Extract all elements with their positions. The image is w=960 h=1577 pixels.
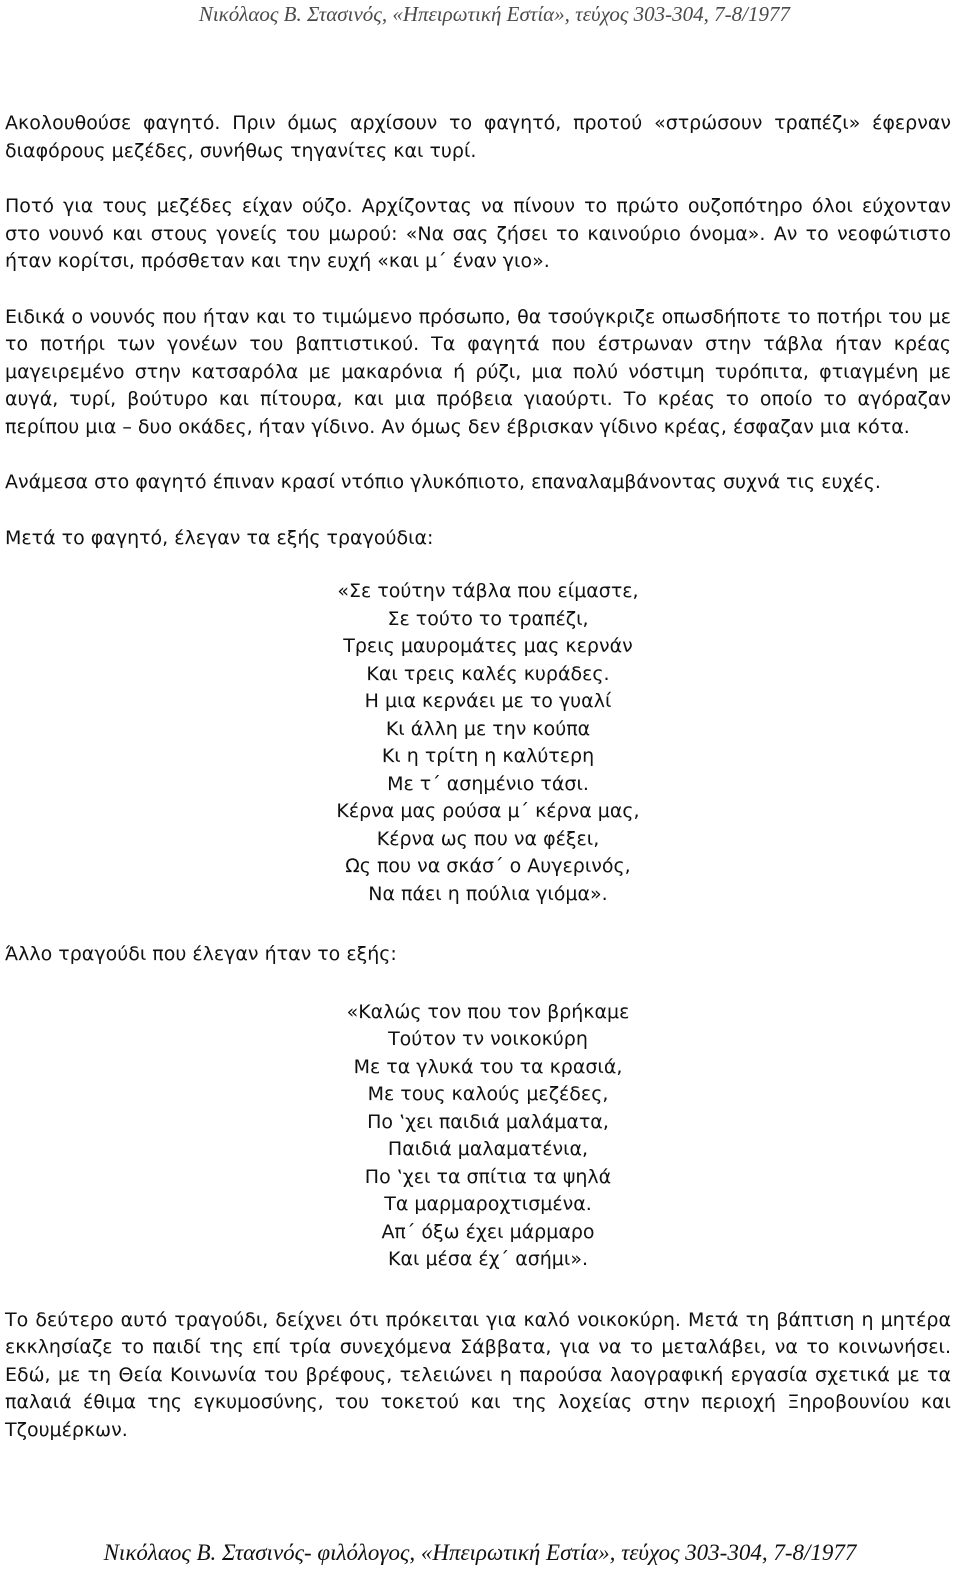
paragraph-drink: Ποτό για τους μεζέδες είχαν ούζο. Αρχίζοντας να πίνουν το πρώτο ουζοπότηρο όλοι εύχονταν στο νουνό και στους γονείς του μωρού: «Να σας ζήσει το καινούριο όνομα». Αν το νεοφώτιστο ήταν κορίτσι, πρόσθεταν και την ευχή «και μ΄ έναν γιο». xyxy=(5,195,951,272)
song-line: Με τα γλυκά του τα κρασιά, xyxy=(353,1055,623,1078)
song-line: Τα μαρμαροχτισμένα. xyxy=(384,1193,592,1215)
song-intro-1: Μετά το φαγητό, έλεγαν τα εξής τραγούδια: xyxy=(5,526,434,549)
song-line: Να πάει η πούλια γιόμα». xyxy=(368,882,608,905)
song-line: Με τ΄ ασημένιο τάσι. xyxy=(387,772,589,795)
song-line: Πο ‛χει παιδιά μαλάματα, xyxy=(367,1110,609,1133)
song-line: Τρεις μαυρομάτες μας κερνάν xyxy=(343,635,633,657)
song-line: Σε τούτο το τραπέζι, xyxy=(387,607,589,630)
song-line: Απ΄ όξω έχει μάρμαρο xyxy=(381,1220,595,1243)
song-line: Και μέσα έχ΄ ασήμι». xyxy=(388,1248,588,1270)
song-line: Κι η τρίτη η καλύτερη xyxy=(381,745,595,767)
paragraph-wine: Ανάμεσα στο φαγητό έπιναν κρασί ντόπιο γλυκόπιοτο, επαναλαμβάνοντας συχνά τις ευχές. xyxy=(5,471,881,493)
paragraph-godfather: Ειδικά ο νουνός που ήταν και το τιμώμενο πρόσωπο, θα τσούγκριζε οπωσδήποτε το ποτήρι του με το ποτήρι των γονέων του βαπτιστικού. Τα φαγητά που έστρωναν στην τάβλα ήταν κρέας μαγειρεμένο στην κατσαρόλα με μακαρόνια ή ρύζι, μια πολύ νόστιμη τυρόπιτα, φτιαγμένη με αυγά, τυρί, βούτυρο και πίτουρα, και μια πρόβεια γιαούρτι. Το κρέας το οποίο το αγόραζαν περίπου μια – δυο οκάδες, ήταν γίδινο. Αν όμως δεν έβρισκαν γίδινο κρέας, έσφαζαν μια κότα. xyxy=(5,305,951,438)
song-line: Κι άλλη με την κούπα xyxy=(385,717,591,740)
page-footer: Νικόλαος Β. Στασινός- φιλόλογος, «Ηπειρωτική Εστία», τεύχος 303-304, 7-8/1977 xyxy=(103,1540,857,1565)
song-line: «Καλώς τον που τον βρήκαμε xyxy=(346,1000,630,1023)
song-line: Η μια κερνάει με το γυαλί xyxy=(364,690,612,712)
paragraph-closing: Το δεύτερο αυτό τραγούδι, δείχνει ότι πρόκειται για καλό νοικοκύρη. Μετά τη βάπτιση η μητέρα εκκλησίαζε το παιδί της επί τρία συνεχόμενα Σάββατα, για να το μεταλάβει, να το κοινωνήσει. Εδώ, με τη Θεία Κοινωνία του βρέφους, τελειώνει η παρούσα λαογραφική εργασία σχετικά με τα παλαιά έθιμα της εγκυμοσύνης, του τοκετού και της λοχείας στην περιοχή Ξηροβουνίου και Τζουμέρκων. xyxy=(5,1308,951,1441)
song-line: Πο ‛χει τα σπίτια τα ψηλά xyxy=(364,1165,612,1188)
song-1 xyxy=(15,578,960,908)
song-line: Κέρνα μας ρούσα μ΄ κέρνα μας, xyxy=(336,800,640,822)
song-line: Τούτον τν νοικοκύρη xyxy=(388,1028,588,1050)
song-line: «Σε τούτην τάβλα που είμαστε, xyxy=(337,580,639,602)
paragraph-food: Ακολουθούσε φαγητό. Πριν όμως αρχίσουν το φαγητό, προτού «στρώσουν τραπέζι» έφερναν διαφόρους μεζέδες, συνήθως τηγανίτες και τυρί. xyxy=(5,112,951,162)
page-header: Νικόλαος Β. Στασινός, «Ηπειρωτική Εστία», τεύχος 303-304, 7-8/1977 xyxy=(198,2,790,26)
song-line: Και τρεις καλές κυράδες. xyxy=(366,662,610,685)
song-intro-2: Άλλο τραγούδι που έλεγαν ήταν το εξής: xyxy=(5,943,397,965)
song-2 xyxy=(15,999,960,1274)
song-line: Παιδιά μαλαματένια, xyxy=(387,1138,589,1160)
song-line: Κέρνα ως που να φέξει, xyxy=(376,827,600,850)
song-line: Ως που να σκάσ΄ ο Αυγερινός, xyxy=(345,855,631,877)
document-body xyxy=(5,110,951,1472)
song-line: Με τους καλούς μεζέδες, xyxy=(367,1083,609,1105)
